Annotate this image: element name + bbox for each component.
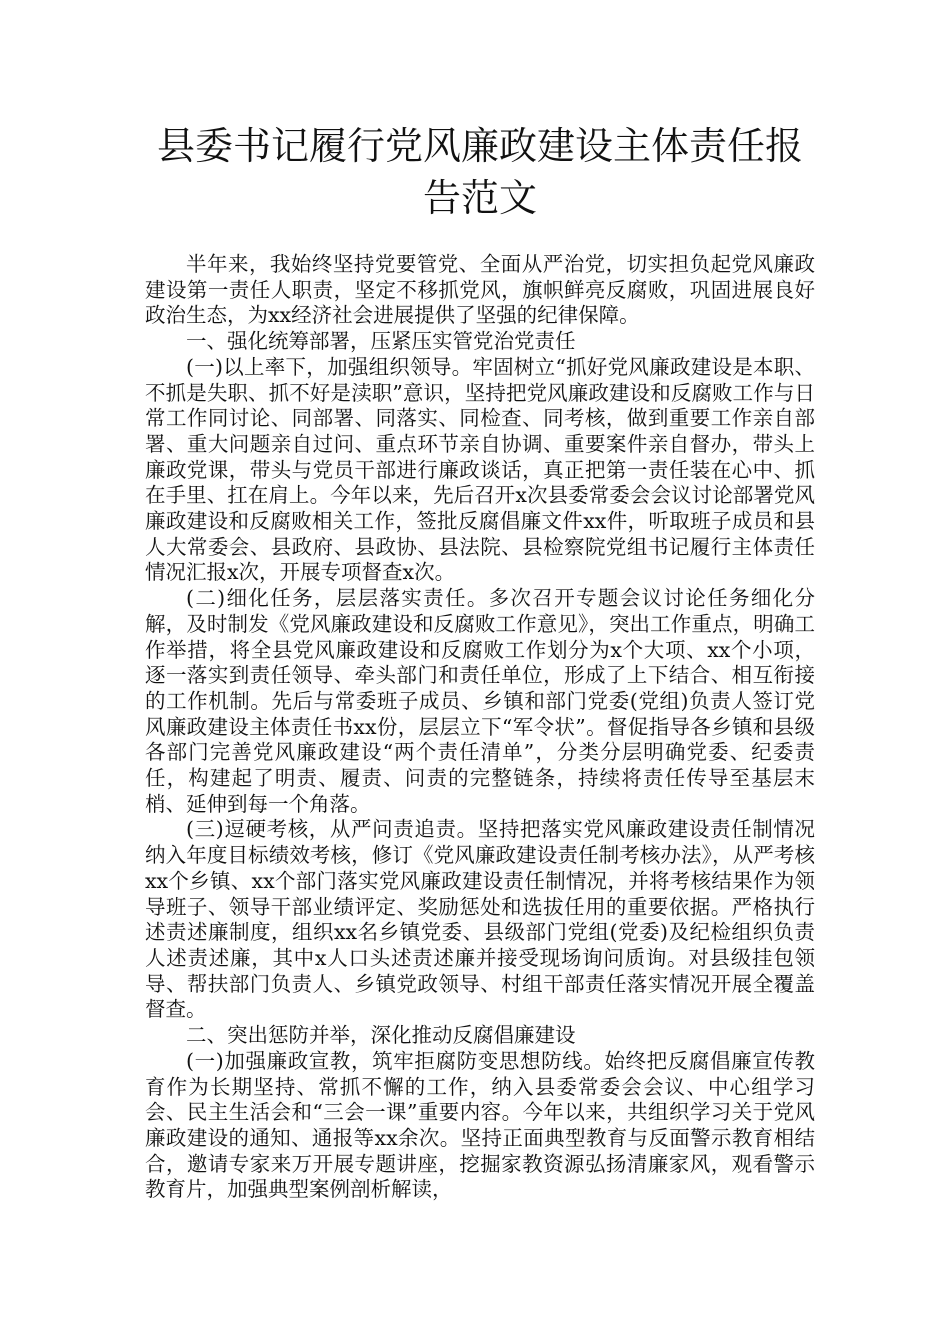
- document-title: [145, 120, 815, 224]
- paragraph-2-1: (一)加强廉政宣教，筑牢拒腐防变思想防线。始终把反腐倡廉宣传教育作为长期坚持、常抓不懈的工作，纳入县委常委会会议、中心组学习会、民主生活会和“三会一课”重要内容。今年以来，共组织学习关于党风廉政建设的通知、通报等xx余次。坚持正面典型教育与反面警示教育相结合，邀请专家来万开展专题讲座，挖掘家教资源弘扬清廉家风，观看警示教育片，加强典型案例剖析解读，: [145, 1048, 815, 1202]
- title-line-2: 告范文: [422, 176, 537, 220]
- paragraph-1-1: (一)以上率下，加强组织领导。牢固树立“抓好党风廉政建设是本职、不抓是失职、抓不好是渎职”意识，坚持把党风廉政建设和反腐败工作与日常工作同讨论、同部署、同落实、同检查、同考核，做到重要工作亲自部署、重大问题亲自过问、重点环节亲自协调、重要案件亲自督办，带头上廉政党课，带头与党员干部进行廉政谈话，真正把第一责任装在心中、抓在手里、扛在肩上。今年以来，先后召开x次县委常委会会议讨论部署党风廉政建设和反腐败相关工作，签批反腐倡廉文件xx件，听取班子成员和县人大常委会、县政府、县政协、县法院、县检察院党组书记履行主体责任情况汇报x次，开展专项督查x次。: [145, 354, 815, 585]
- paragraph-1-2: (二)细化任务，层层落实责任。多次召开专题会议讨论任务细化分解，及时制发《党风廉政建设和反腐败工作意见》，突出工作重点，明确工作举措，将全县党风廉政建设和反腐败工作划分为x个大项、xx个小项，逐一落实到责任领导、牵头部门和责任单位，形成了上下结合、相互衔接的工作机制。先后与常委班子成员、乡镇和部门党委(党组)负责人签订党风廉政建设主体责任书xx份，层层立下“军令状”。督促指导各乡镇和县级各部门完善党风廉政建设“两个责任清单”，分类分层明确党委、纪委责任，构建起了明责、履责、问责的完整链条，持续将责任传导至基层末梢、延伸到每一个角落。: [145, 586, 815, 816]
- section-heading-2: 二、突出惩防并举，深化推动反腐倡廉建设: [186, 1023, 576, 1048]
- document-body: [145, 252, 815, 1203]
- document-page: [145, 120, 815, 1203]
- title-line-1: 县委书记履行党风廉政建设主体责任报: [156, 124, 803, 168]
- section-heading-1: 一、强化统筹部署，压紧压实管党治党责任: [186, 329, 576, 354]
- paragraph-1-3: (三)逗硬考核，从严问责追责。坚持把落实党风廉政建设责任制情况纳入年度目标绩效考核，修订《党风廉政建设责任制考核办法》，从严考核xx个乡镇、xx个部门落实党风廉政建设责任制情况，并将考核结果作为领导班子、领导干部业绩评定、奖励惩处和选拔任用的重要依据。严格执行述责述廉制度，组织xx名乡镇党委、县级部门党组(党委)及纪检组织负责人述责述廉，其中x人口头述责述廉并接受现场询问质询。对县级挂包领导、帮扶部门负责人、乡镇党政领导、村组干部责任落实情况开展全覆盖督查。: [145, 817, 815, 1022]
- paragraph-intro: 半年来，我始终坚持党要管党、全面从严治党，切实担负起党风廉政建设第一责任人职责，坚定不移抓党风，旗帜鲜亮反腐败，巩固进展良好政治生态，为xx经济社会进展提供了坚强的纪律保障。: [145, 252, 815, 328]
